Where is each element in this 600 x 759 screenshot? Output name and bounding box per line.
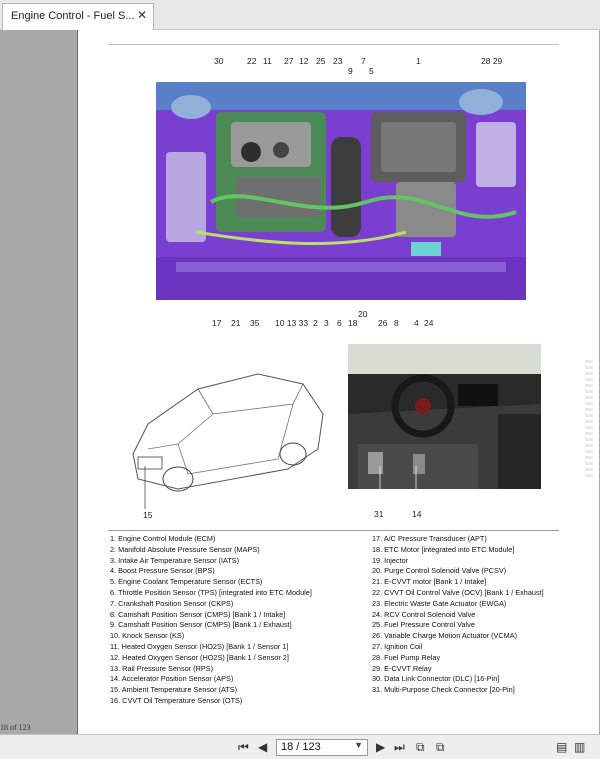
callout-number: 8 bbox=[394, 318, 399, 328]
page-number-value: 18 / 123 bbox=[281, 741, 321, 753]
callout-number: 11 bbox=[263, 56, 272, 66]
callout-number: 22 bbox=[247, 56, 257, 66]
legend-item: 21. E-CVVT motor [Bank 1 / Intake] bbox=[372, 577, 487, 587]
legend-item: 7. Crankshaft Position Sensor (CKPS) bbox=[110, 598, 234, 608]
chevron-down-icon: ▼ bbox=[354, 740, 363, 750]
legend-item: 13. Rail Pressure Sensor (RPS) bbox=[110, 663, 214, 673]
callout-number: 6 bbox=[337, 318, 342, 328]
callout-number: 23 bbox=[333, 56, 343, 66]
engine-compartment-figure bbox=[156, 82, 526, 300]
callout-number: 28 29 bbox=[481, 56, 503, 66]
previous-page-icon[interactable]: ◀ bbox=[258, 740, 268, 754]
callout-number: 30 bbox=[214, 56, 224, 66]
vehicle-cabin-figure bbox=[348, 344, 541, 489]
callout-number: 14 bbox=[412, 509, 422, 519]
legend-item: 8. Camshaft Position Sensor (CMPS) [Bank 1 / Intake] bbox=[110, 609, 286, 619]
callout-number: 2 bbox=[313, 318, 318, 328]
layout-icon[interactable]: ⧉ bbox=[436, 740, 445, 754]
continuous-view-icon[interactable]: ▥ bbox=[574, 740, 586, 754]
legend-item: 19. Injector bbox=[372, 555, 409, 565]
callout-number: 1 bbox=[416, 56, 421, 66]
last-page-icon[interactable]: ⏭ bbox=[394, 740, 405, 754]
page-footer: 18 of 123 bbox=[0, 723, 31, 732]
legend-item: 25. Fuel Pressure Control Valve bbox=[372, 620, 475, 630]
legend-item: 1. Engine Control Module (ECM) bbox=[110, 534, 216, 543]
legend-item: 22. CVVT Oil Control Valve (OCV) [Bank 1 / Exhaust] bbox=[372, 587, 544, 597]
callout-number: 4 bbox=[414, 318, 419, 328]
legend-item: 29. E-CVVT Relay bbox=[372, 663, 432, 673]
callout-number: 27 bbox=[284, 56, 294, 66]
legend-item: 2. Manifold Absolute Pressure Sensor (MAPS) bbox=[110, 544, 260, 554]
legend-item: 16. CVVT Oil Temperature Sensor (OTS) bbox=[110, 695, 243, 705]
callout-number: 21 bbox=[231, 318, 241, 328]
side-watermark bbox=[585, 360, 593, 480]
next-page-icon[interactable]: ▶ bbox=[376, 740, 386, 754]
legend-item: 26. Variable Charge Motion Actuator (VCMA) bbox=[372, 631, 518, 641]
callout-number: 20 bbox=[358, 309, 368, 319]
legend-item: 30. Data Link Connector (DLC) [16-Pin] bbox=[372, 674, 500, 684]
callout-number: 18 bbox=[348, 318, 358, 328]
callout-number: 12 bbox=[299, 56, 309, 66]
callout-number: 7 bbox=[361, 56, 366, 66]
legend-item: 18. ETC Motor [integrated into ETC Module] bbox=[372, 544, 515, 554]
cabin-photo bbox=[348, 344, 541, 489]
legend-item: 24. RCV Control Solenoid Valve bbox=[372, 609, 476, 619]
document-tab[interactable] bbox=[2, 3, 154, 30]
page-number-select[interactable] bbox=[276, 739, 368, 756]
legend-item: 31. Multi-Purpose Check Connector [20-Pin] bbox=[372, 685, 515, 695]
legend-item: 9. Camshaft Position Sensor (CMPS) [Bank 1 / Exhaust] bbox=[110, 620, 292, 630]
legend-list-left bbox=[110, 534, 312, 707]
callout-number: 31 bbox=[374, 509, 384, 519]
close-icon[interactable]: ✕ bbox=[136, 8, 147, 22]
legend-list-right bbox=[372, 534, 544, 696]
legend-item: 14. Accelerator Position Sensor (APS) bbox=[110, 674, 234, 684]
callout-number: 25 bbox=[316, 56, 326, 66]
callout-number: 10 13 33 bbox=[275, 318, 309, 328]
pdf-toolbar bbox=[0, 734, 600, 759]
legend-item: 28. Fuel Pump Relay bbox=[372, 652, 441, 662]
copy-icon[interactable]: ⧉ bbox=[416, 740, 425, 754]
document-viewport[interactable] bbox=[0, 30, 600, 734]
legend-item: 3. Intake Air Temperature Sensor (IATS) bbox=[110, 555, 240, 565]
callout-number: 26 bbox=[378, 318, 388, 328]
single-page-view-icon[interactable]: ▤ bbox=[556, 740, 568, 754]
callout-number: 9 bbox=[348, 66, 353, 76]
legend-item: 5. Engine Coolant Temperature Sensor (ECTS) bbox=[110, 577, 263, 587]
callout-number: 3 bbox=[324, 318, 329, 328]
legend-item: 15. Ambient Temperature Sensor (ATS) bbox=[110, 685, 238, 695]
vehicle-exterior-figure bbox=[118, 344, 328, 519]
callout-number: 15 bbox=[143, 510, 153, 520]
legend-rule bbox=[108, 530, 559, 531]
document-page bbox=[77, 30, 599, 734]
legend-item: 23. Electric Waste Gate Actuator (EWGA) bbox=[372, 598, 507, 608]
legend-item: 20. Purge Control Solenoid Valve (PCSV) bbox=[372, 566, 507, 576]
callout-number: 24 bbox=[424, 318, 434, 328]
legend-item: 4. Boost Pressure Sensor (BPS) bbox=[110, 566, 215, 576]
legend-item: 12. Heated Oxygen Sensor (HO2S) [Bank 1 / Sensor 2] bbox=[110, 652, 289, 662]
legend-item: 6. Throttle Position Sensor (TPS) [integrated into ETC Module] bbox=[110, 587, 312, 597]
first-page-icon[interactable]: ⏮ bbox=[238, 740, 249, 754]
header-rule bbox=[108, 44, 559, 45]
legend-item: 10. Knock Sensor (KS) bbox=[110, 631, 185, 641]
callout-number: 35 bbox=[250, 318, 260, 328]
legend-item: 11. Heated Oxygen Sensor (HO2S) [Bank 1 / Sensor 1] bbox=[110, 641, 289, 651]
callout-number: 5 bbox=[369, 66, 374, 76]
engine-illustration bbox=[156, 82, 526, 300]
legend-item: 27. Ignition Coil bbox=[372, 641, 423, 651]
tab-title: Engine Control - Fuel S... bbox=[11, 10, 135, 22]
callout-number: 17 bbox=[212, 318, 222, 328]
tab-strip bbox=[0, 0, 600, 30]
car-outline-illustration bbox=[118, 344, 328, 519]
legend-item: 17. A/C Pressure Transducer (APT) bbox=[372, 534, 487, 543]
